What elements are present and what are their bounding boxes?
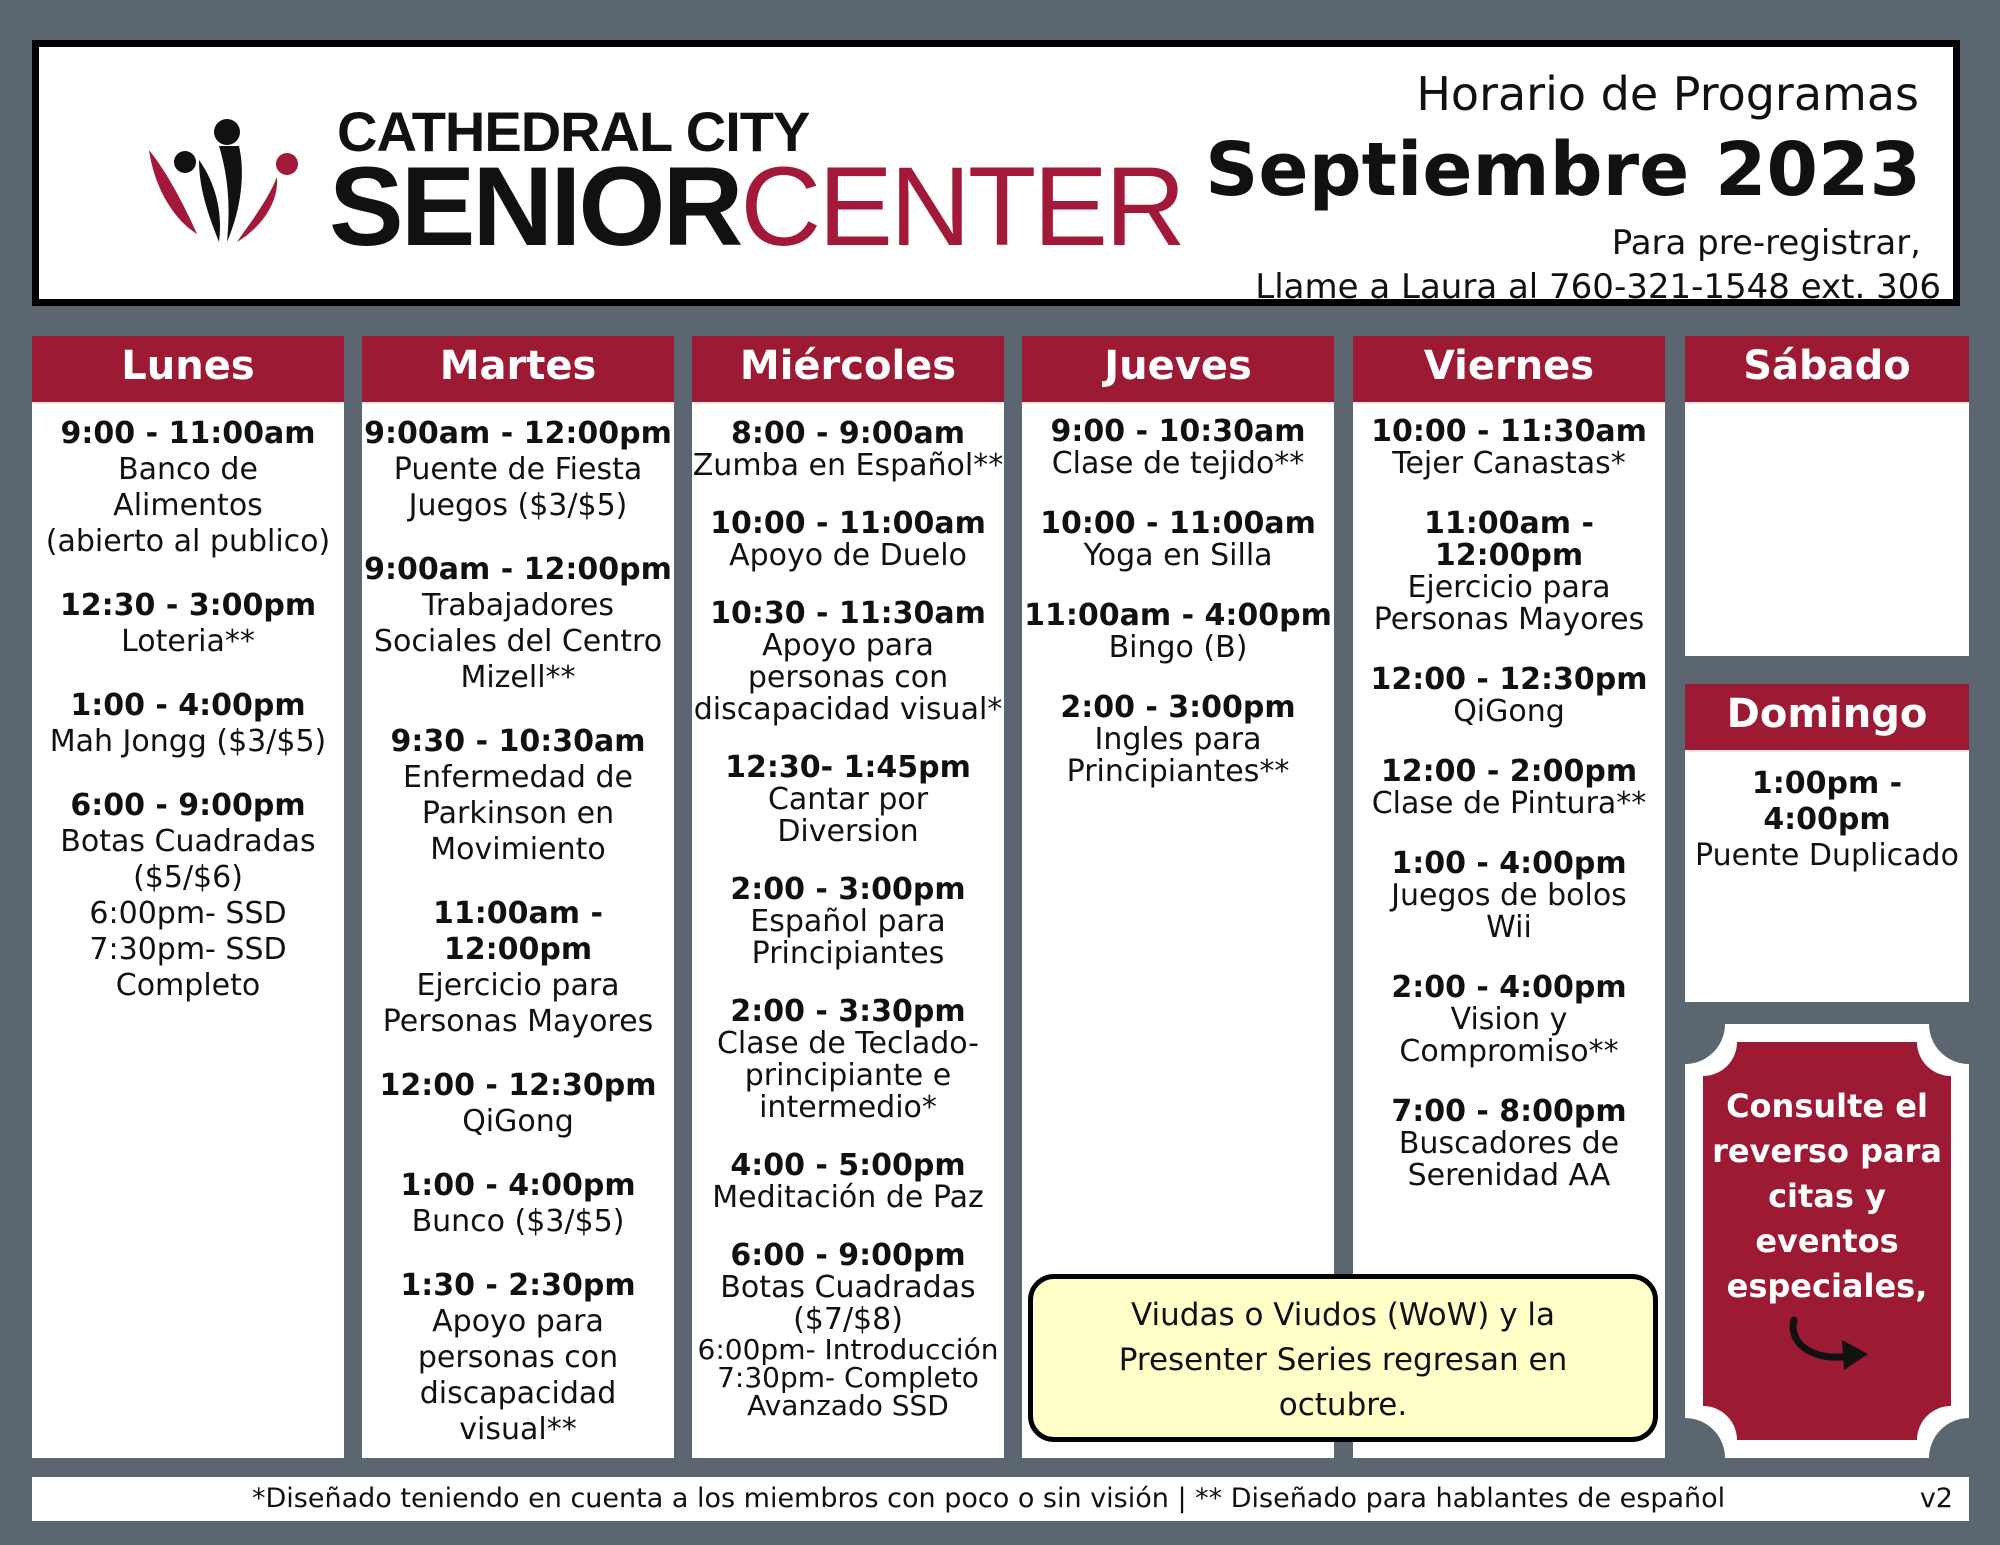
entry-time: 1:00 - 4:00pm xyxy=(400,1168,636,1203)
entry-title: QiGong xyxy=(1453,694,1565,729)
day-column-martes xyxy=(362,336,674,1458)
register-line-1: Para pre-registrar, xyxy=(1611,223,1921,263)
entry-title: Enfermedad de xyxy=(403,760,633,795)
entry-time: 10:00 - 11:00am xyxy=(710,506,986,541)
entry-title: Botas Cuadradas xyxy=(60,824,316,859)
entry-time: 9:00 - 11:00am xyxy=(60,416,316,451)
promo-text xyxy=(1685,1084,1969,1309)
entry-title: Wii xyxy=(1486,910,1532,945)
schedule-entry xyxy=(32,416,344,560)
entry-title: Cantar por xyxy=(767,782,929,817)
entry-time: 1:00 - 4:00pm xyxy=(70,688,306,723)
entry-time: 10:30 - 11:30am xyxy=(710,596,986,631)
schedule-entry xyxy=(692,508,1004,572)
day-header-jueves: Jueves xyxy=(1022,336,1334,404)
entry-title: Sociales del Centro xyxy=(373,624,663,659)
entry-title: Juegos ($3/$5) xyxy=(408,488,628,523)
day-entries-domingo xyxy=(1685,752,1969,874)
entry-title: QiGong xyxy=(462,1104,574,1139)
entry-time: 11:00am - 4:00pm xyxy=(1024,598,1332,633)
schedule-entry xyxy=(1353,1096,1665,1192)
schedule-entry xyxy=(692,1150,1004,1214)
schedule-entry xyxy=(1353,664,1665,728)
schedule-month-title: Septiembre 2023 xyxy=(1205,127,1921,213)
entry-time: 12:00 - 12:30pm xyxy=(1370,662,1648,697)
footer-version: v2 xyxy=(1919,1483,1953,1514)
schedule-entry xyxy=(692,874,1004,970)
entry-time: 9:00am - 12:00pm xyxy=(364,416,672,451)
entry-title: intermedio* xyxy=(759,1090,937,1125)
day-column-miercoles xyxy=(692,336,1004,1458)
entry-title: Ejercicio para xyxy=(416,968,620,1003)
entry-time: 9:30 - 10:30am xyxy=(390,724,646,759)
entry-detail: Avanzado SSD xyxy=(747,1389,949,1422)
entry-title: Bingo (B) xyxy=(1108,630,1248,665)
entry-time: 9:00am - 12:00pm xyxy=(364,552,672,587)
notice-box xyxy=(1028,1274,1658,1442)
entry-time: 2:00 - 4:00pm xyxy=(1391,970,1627,1005)
entry-title: Apoyo para xyxy=(762,628,934,663)
entry-time: 8:00 - 9:00am xyxy=(730,416,966,451)
entry-title: Principiantes** xyxy=(1066,754,1290,789)
entry-title: personas con xyxy=(417,1340,619,1375)
notice-line-3: octubre. xyxy=(1278,1387,1408,1423)
entry-title: discapacidad visual* xyxy=(693,692,1003,727)
schedule-entry xyxy=(1022,508,1334,572)
entry-title: Tejer Canastas* xyxy=(1392,446,1626,481)
entry-title: Vision y xyxy=(1450,1002,1568,1037)
schedule-entry xyxy=(692,598,1004,726)
day-header-miercoles: Miércoles xyxy=(692,336,1004,404)
entry-detail: 7:30pm- Completo xyxy=(717,1361,979,1394)
schedule-entry xyxy=(1353,756,1665,820)
entry-time: 9:00 - 10:30am xyxy=(1050,414,1306,449)
entry-time: 12:30- 1:45pm xyxy=(725,750,971,785)
entry-title: Apoyo para xyxy=(432,1304,604,1339)
entry-time: 7:00 - 8:00pm xyxy=(1391,1094,1627,1129)
schedule-entry xyxy=(32,588,344,660)
entry-title: Loteria** xyxy=(121,624,255,659)
schedule-entry xyxy=(1022,600,1334,664)
promo-line: Consulte el xyxy=(1726,1087,1928,1125)
entry-title: Meditación de Paz xyxy=(712,1180,984,1215)
entry-title: discapacidad xyxy=(419,1376,617,1411)
schedule-entry xyxy=(692,996,1004,1124)
notice-line-2: Presenter Series regresan en xyxy=(1118,1342,1568,1378)
schedule-entry xyxy=(1022,416,1334,480)
promo-line: especiales, xyxy=(1726,1267,1928,1305)
day-entries-martes xyxy=(362,404,674,1448)
entry-title: Diversion xyxy=(777,814,919,849)
entry-time: 6:00 - 9:00pm xyxy=(730,1238,966,1273)
entry-title: visual** xyxy=(459,1412,577,1447)
schedule-entry xyxy=(362,552,674,696)
day-header-lunes: Lunes xyxy=(32,336,344,404)
entry-title: Clase de Teclado- xyxy=(716,1026,979,1061)
entry-time: 12:00 - 2:00pm xyxy=(1380,754,1638,789)
entry-title: Banco de xyxy=(118,452,258,487)
schedule-entry xyxy=(362,416,674,524)
entry-title: Puente de Fiesta xyxy=(393,452,643,487)
footer-note: *Diseñado teniendo en cuenta a los miembros con poco o sin visión | ** Diseñado para hablantes de español xyxy=(252,1483,1726,1514)
entry-time: 4:00 - 5:00pm xyxy=(730,1148,966,1183)
day-column-lunes xyxy=(32,336,344,1458)
entry-title: Español para xyxy=(750,904,946,939)
entry-time: 2:00 - 3:00pm xyxy=(1060,690,1296,725)
entry-title: Puente Duplicado xyxy=(1695,838,1959,873)
promo-line: eventos xyxy=(1755,1222,1899,1260)
entry-title: Apoyo de Duelo xyxy=(729,538,967,573)
entry-title: 7:30pm- SSD xyxy=(89,932,287,967)
logo-text-senior: SENIOR xyxy=(329,144,741,269)
entry-title: Mizell** xyxy=(460,660,576,695)
entry-title: Ejercicio para xyxy=(1407,570,1611,605)
day-entries-sabado xyxy=(1685,404,1969,416)
day-column-sabado xyxy=(1685,336,1969,656)
entry-title: Buscadores de xyxy=(1398,1126,1620,1161)
schedule-entry xyxy=(362,896,674,1040)
schedule-entry xyxy=(1353,416,1665,480)
day-header-sabado: Sábado xyxy=(1685,336,1969,404)
schedule-entry xyxy=(362,1268,674,1448)
entry-time: 11:00am - 12:00pm xyxy=(1424,506,1594,573)
logo-text-cathedral-city: CATHEDRAL CITY xyxy=(337,100,810,163)
entry-title: principiante e xyxy=(744,1058,952,1093)
entry-title: Botas Cuadradas xyxy=(720,1270,976,1305)
entry-time: 10:00 - 11:00am xyxy=(1040,506,1316,541)
promo-ticket xyxy=(1685,1024,1969,1458)
curved-arrow-icon xyxy=(1784,1314,1874,1374)
entry-title: Trabajadores xyxy=(422,588,614,623)
senior-center-logo-icon xyxy=(127,102,327,252)
schedule-subtitle: Horario de Programas xyxy=(1416,67,1919,121)
entry-time: 10:00 - 11:30am xyxy=(1371,414,1647,449)
schedule-entry xyxy=(362,1168,674,1240)
header-banner xyxy=(32,40,1960,306)
logo-text-senior-center xyxy=(329,144,1183,269)
entry-title: Personas Mayores xyxy=(382,1004,654,1039)
footer-bar xyxy=(32,1477,1969,1521)
day-entries-jueves xyxy=(1022,404,1334,788)
entry-title: Compromiso** xyxy=(1399,1034,1619,1069)
day-entries-lunes xyxy=(32,404,344,1004)
day-column-domingo xyxy=(1685,684,1969,1002)
entry-title: Parkinson en xyxy=(421,796,615,831)
entry-time: 12:30 - 3:00pm xyxy=(59,588,317,623)
promo-line: citas y xyxy=(1768,1177,1886,1215)
promo-line: reverso para xyxy=(1712,1132,1942,1170)
schedule-entry xyxy=(1353,848,1665,944)
entry-title: personas con xyxy=(747,660,949,695)
entry-title: Movimiento xyxy=(430,832,606,867)
entry-title: Completo xyxy=(115,968,261,1003)
schedule-entry xyxy=(32,688,344,760)
entry-title: 6:00pm- SSD xyxy=(89,896,287,931)
schedule-entry xyxy=(692,418,1004,482)
schedule-entry xyxy=(362,724,674,868)
entry-title: Alimentos xyxy=(113,488,263,523)
entry-detail: 6:00pm- Introducción xyxy=(697,1333,999,1366)
schedule-entry xyxy=(692,1240,1004,1420)
logo-text-center: CENTER xyxy=(740,144,1183,269)
header-info xyxy=(1205,67,1941,307)
entry-time: 12:00 - 12:30pm xyxy=(379,1068,657,1103)
entry-title: Clase de Pintura** xyxy=(1371,786,1647,821)
day-entries-miercoles xyxy=(692,404,1004,1420)
entry-title: Ingles para xyxy=(1094,722,1262,757)
entry-title: Personas Mayores xyxy=(1373,602,1645,637)
entry-title: ($7/$8) xyxy=(793,1302,903,1337)
entry-title: ($5/$6) xyxy=(133,860,243,895)
entry-title: Juegos de bolos xyxy=(1391,878,1627,913)
entry-time: 2:00 - 3:00pm xyxy=(730,872,966,907)
schedule-entry xyxy=(692,752,1004,848)
entry-title: Serenidad AA xyxy=(1407,1158,1611,1193)
schedule-entry xyxy=(1685,766,1969,874)
entry-title: Principiantes xyxy=(751,936,945,971)
notice-line-1: Viudas o Viudos (WoW) y la xyxy=(1130,1297,1556,1333)
entry-title: Clase de tejido** xyxy=(1051,446,1305,481)
day-header-martes: Martes xyxy=(362,336,674,404)
entry-time: 1:30 - 2:30pm xyxy=(400,1268,636,1303)
entry-time: 6:00 - 9:00pm xyxy=(70,788,306,823)
entry-title: Zumba en Español** xyxy=(692,448,1004,483)
register-line-2: Llame a Laura al 760-321-1548 ext. 306 xyxy=(1255,267,1941,307)
entry-time: 2:00 - 3:30pm xyxy=(730,994,966,1029)
schedule-entry xyxy=(1353,508,1665,636)
entry-title: Bunco ($3/$5) xyxy=(411,1204,625,1239)
schedule-entry xyxy=(362,1068,674,1140)
day-entries-viernes xyxy=(1353,404,1665,1192)
day-header-viernes: Viernes xyxy=(1353,336,1665,404)
schedule-entry xyxy=(1022,692,1334,788)
entry-title: Yoga en Silla xyxy=(1083,538,1273,573)
schedule-entry xyxy=(1353,972,1665,1068)
entry-title: (abierto al publico) xyxy=(45,524,331,559)
entry-time: 1:00 - 4:00pm xyxy=(1391,846,1627,881)
entry-time: 11:00am - 12:00pm xyxy=(433,896,603,967)
entry-title: Mah Jongg ($3/$5) xyxy=(49,724,327,759)
entry-time: 1:00pm - 4:00pm xyxy=(1751,766,1903,837)
day-header-domingo: Domingo xyxy=(1685,684,1969,752)
schedule-entry xyxy=(32,788,344,1004)
